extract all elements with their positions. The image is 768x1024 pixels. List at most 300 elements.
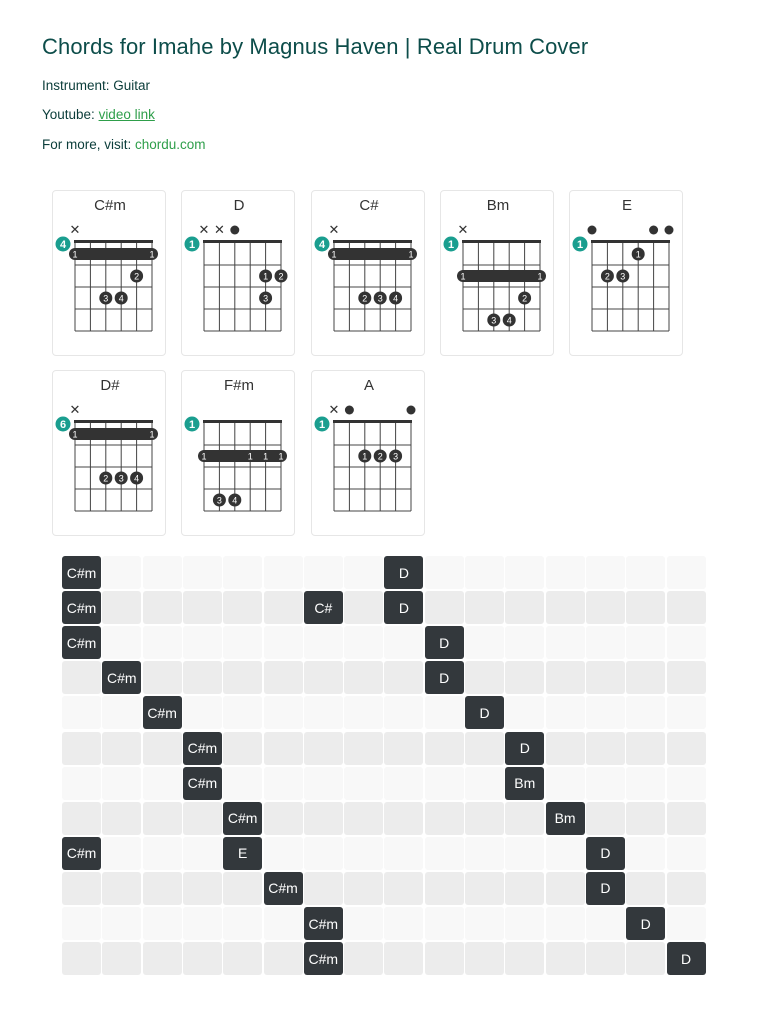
muted-string-icon: ✕ bbox=[328, 403, 340, 418]
empty-cell bbox=[183, 837, 222, 870]
empty-cell bbox=[626, 556, 665, 589]
empty-cell bbox=[384, 802, 423, 835]
svg-text:1: 1 bbox=[201, 451, 207, 462]
empty-cell bbox=[102, 837, 141, 870]
empty-cell bbox=[344, 942, 383, 975]
empty-cell bbox=[505, 907, 544, 940]
empty-cell bbox=[344, 837, 383, 870]
site-link[interactable]: chordu.com bbox=[135, 137, 206, 152]
fret-number-badge bbox=[573, 237, 588, 252]
svg-text:1: 1 bbox=[576, 239, 584, 251]
empty-cell bbox=[102, 767, 141, 800]
empty-cell bbox=[304, 556, 343, 589]
empty-cell bbox=[344, 732, 383, 765]
empty-cell bbox=[304, 626, 343, 659]
chord-name: C#m bbox=[94, 197, 126, 214]
empty-cell bbox=[264, 591, 303, 624]
empty-cell bbox=[223, 626, 262, 659]
svg-text:1: 1 bbox=[263, 451, 269, 462]
empty-cell bbox=[143, 767, 182, 800]
empty-cell bbox=[667, 556, 706, 589]
fret-number-badge bbox=[185, 417, 200, 432]
empty-cell bbox=[102, 591, 141, 624]
finger-dot bbox=[99, 472, 112, 485]
empty-cell bbox=[223, 872, 262, 905]
empty-cell bbox=[223, 767, 262, 800]
empty-cell bbox=[304, 732, 343, 765]
chord-cell[interactable]: D bbox=[586, 837, 625, 870]
page-title: Chords for Imahe by Magnus Haven | Real Drum Cover bbox=[42, 34, 589, 59]
chord-name: D bbox=[233, 197, 245, 214]
empty-cell bbox=[465, 661, 504, 694]
empty-cell bbox=[183, 591, 222, 624]
chord-cell[interactable]: D bbox=[505, 732, 544, 765]
empty-cell bbox=[425, 802, 464, 835]
empty-cell bbox=[102, 556, 141, 589]
empty-cell bbox=[264, 942, 303, 975]
svg-text:1: 1 bbox=[72, 249, 78, 260]
empty-cell bbox=[143, 626, 182, 659]
svg-text:4: 4 bbox=[118, 293, 124, 304]
empty-cell bbox=[62, 767, 101, 800]
empty-cell bbox=[344, 907, 383, 940]
empty-cell bbox=[667, 591, 706, 624]
empty-cell bbox=[546, 661, 585, 694]
muted-string-icon: ✕ bbox=[328, 223, 340, 238]
empty-cell bbox=[344, 556, 383, 589]
muted-string-icon: ✕ bbox=[457, 223, 469, 238]
empty-cell bbox=[586, 767, 625, 800]
empty-cell bbox=[143, 732, 182, 765]
empty-cell bbox=[384, 872, 423, 905]
svg-text:3: 3 bbox=[263, 293, 269, 304]
svg-text:3: 3 bbox=[118, 473, 124, 484]
empty-cell bbox=[465, 907, 504, 940]
svg-text:1: 1 bbox=[278, 451, 284, 462]
finger-dot bbox=[389, 292, 402, 305]
empty-cell bbox=[102, 872, 141, 905]
empty-cell bbox=[425, 942, 464, 975]
empty-cell bbox=[143, 661, 182, 694]
empty-cell bbox=[586, 907, 625, 940]
chord-cell[interactable]: C#m bbox=[304, 942, 343, 975]
svg-text:1: 1 bbox=[188, 239, 196, 251]
empty-cell bbox=[102, 732, 141, 765]
chord-card-6[interactable] bbox=[181, 370, 295, 536]
empty-cell bbox=[626, 732, 665, 765]
svg-text:2: 2 bbox=[134, 271, 140, 282]
empty-cell bbox=[102, 626, 141, 659]
chord-cell[interactable]: C#m bbox=[304, 907, 343, 940]
finger-dot bbox=[259, 292, 272, 305]
empty-cell bbox=[626, 837, 665, 870]
barre bbox=[457, 270, 546, 282]
empty-cell bbox=[102, 802, 141, 835]
svg-text:2: 2 bbox=[522, 293, 528, 304]
empty-cell bbox=[586, 696, 625, 729]
chord-card-0[interactable] bbox=[52, 190, 166, 356]
chord-name: D# bbox=[100, 377, 120, 394]
chord-cell[interactable]: D bbox=[626, 907, 665, 940]
more-line bbox=[42, 137, 206, 152]
empty-cell bbox=[223, 661, 262, 694]
chord-cell[interactable]: C#m bbox=[143, 696, 182, 729]
nut bbox=[74, 240, 153, 243]
svg-text:3: 3 bbox=[620, 271, 626, 282]
finger-dot bbox=[115, 472, 128, 485]
youtube-label: Youtube: bbox=[42, 107, 99, 122]
svg-text:2: 2 bbox=[362, 293, 368, 304]
muted-string-icon: ✕ bbox=[69, 403, 81, 418]
empty-cell bbox=[667, 802, 706, 835]
chord-cell[interactable]: D bbox=[465, 696, 504, 729]
empty-cell bbox=[223, 591, 262, 624]
empty-cell bbox=[505, 837, 544, 870]
chord-cell[interactable]: C#m bbox=[264, 872, 303, 905]
empty-cell bbox=[465, 626, 504, 659]
empty-cell bbox=[384, 626, 423, 659]
chord-cell[interactable]: D bbox=[384, 591, 423, 624]
chord-card-3[interactable] bbox=[440, 190, 554, 356]
svg-text:1: 1 bbox=[635, 249, 641, 260]
barre bbox=[69, 428, 158, 440]
empty-cell bbox=[626, 696, 665, 729]
more-label: For more, visit: bbox=[42, 137, 136, 152]
empty-cell bbox=[344, 591, 383, 624]
fret-number-badge bbox=[56, 237, 71, 252]
svg-text:6: 6 bbox=[59, 419, 67, 431]
fret-number-badge bbox=[444, 237, 459, 252]
svg-text:3: 3 bbox=[377, 293, 383, 304]
svg-text:2: 2 bbox=[278, 271, 284, 282]
svg-text:1: 1 bbox=[72, 429, 78, 440]
finger-dot bbox=[518, 292, 531, 305]
empty-cell bbox=[62, 696, 101, 729]
empty-cell bbox=[465, 802, 504, 835]
empty-cell bbox=[505, 626, 544, 659]
empty-cell bbox=[546, 556, 585, 589]
empty-cell bbox=[264, 837, 303, 870]
empty-cell bbox=[425, 767, 464, 800]
empty-cell bbox=[304, 767, 343, 800]
finger-dot bbox=[358, 292, 371, 305]
svg-text:1: 1 bbox=[447, 239, 455, 251]
empty-cell bbox=[546, 696, 585, 729]
svg-text:1: 1 bbox=[247, 451, 253, 462]
finger-dot bbox=[374, 450, 387, 463]
barre bbox=[198, 450, 287, 462]
empty-cell bbox=[143, 837, 182, 870]
empty-cell bbox=[667, 732, 706, 765]
chord-name: F#m bbox=[224, 377, 254, 394]
empty-cell bbox=[183, 556, 222, 589]
empty-cell bbox=[626, 767, 665, 800]
empty-cell bbox=[667, 696, 706, 729]
empty-cell bbox=[62, 872, 101, 905]
chord-cell[interactable]: C#m bbox=[62, 556, 101, 589]
svg-text:1: 1 bbox=[408, 249, 414, 260]
empty-cell bbox=[384, 837, 423, 870]
nut bbox=[203, 240, 282, 243]
nut bbox=[462, 240, 541, 243]
empty-cell bbox=[264, 767, 303, 800]
chord-cell[interactable]: Bm bbox=[546, 802, 585, 835]
empty-cell bbox=[143, 802, 182, 835]
empty-cell bbox=[183, 802, 222, 835]
empty-cell bbox=[223, 732, 262, 765]
nut bbox=[333, 240, 412, 243]
chord-card-1[interactable] bbox=[181, 190, 295, 356]
empty-cell bbox=[626, 626, 665, 659]
empty-cell bbox=[465, 872, 504, 905]
svg-text:3: 3 bbox=[491, 315, 497, 326]
empty-cell bbox=[264, 732, 303, 765]
finger-dot bbox=[213, 494, 226, 507]
empty-cell bbox=[667, 626, 706, 659]
svg-text:1: 1 bbox=[460, 271, 466, 282]
empty-cell bbox=[264, 626, 303, 659]
empty-cell bbox=[667, 872, 706, 905]
empty-cell bbox=[304, 661, 343, 694]
chord-cell[interactable]: C#m bbox=[223, 802, 262, 835]
empty-cell bbox=[586, 556, 625, 589]
empty-cell bbox=[223, 942, 262, 975]
empty-cell bbox=[546, 591, 585, 624]
nut bbox=[591, 240, 670, 243]
finger-dot bbox=[358, 450, 371, 463]
empty-cell bbox=[425, 696, 464, 729]
chord-cell[interactable]: C#m bbox=[102, 661, 141, 694]
fret-number-badge bbox=[315, 417, 330, 432]
empty-cell bbox=[626, 661, 665, 694]
empty-cell bbox=[62, 942, 101, 975]
empty-cell bbox=[667, 767, 706, 800]
empty-cell bbox=[626, 942, 665, 975]
fret-number-badge bbox=[185, 237, 200, 252]
empty-cell bbox=[344, 661, 383, 694]
muted-string-icon: ✕ bbox=[213, 223, 225, 238]
finger-dot bbox=[259, 270, 272, 283]
barre bbox=[69, 248, 158, 260]
svg-text:1: 1 bbox=[149, 249, 155, 260]
chord-cell[interactable]: C#m bbox=[62, 837, 101, 870]
empty-cell bbox=[626, 591, 665, 624]
finger-dot bbox=[99, 292, 112, 305]
svg-text:2: 2 bbox=[103, 473, 109, 484]
empty-cell bbox=[264, 907, 303, 940]
chord-name: Bm bbox=[486, 197, 510, 214]
empty-cell bbox=[304, 802, 343, 835]
youtube-line bbox=[42, 107, 155, 122]
empty-cell bbox=[465, 767, 504, 800]
chord-card-2[interactable] bbox=[311, 190, 425, 356]
empty-cell bbox=[223, 696, 262, 729]
empty-cell bbox=[505, 661, 544, 694]
empty-cell bbox=[143, 872, 182, 905]
svg-text:1: 1 bbox=[331, 249, 337, 260]
chord-card-4[interactable] bbox=[569, 190, 683, 356]
empty-cell bbox=[344, 626, 383, 659]
empty-cell bbox=[586, 802, 625, 835]
chord-cell[interactable]: D bbox=[586, 872, 625, 905]
instrument-value: Guitar bbox=[113, 78, 151, 93]
svg-text:1: 1 bbox=[318, 419, 326, 431]
muted-string-icon: ✕ bbox=[69, 223, 81, 238]
empty-cell bbox=[667, 907, 706, 940]
empty-cell bbox=[425, 872, 464, 905]
empty-cell bbox=[505, 556, 544, 589]
empty-cell bbox=[344, 696, 383, 729]
empty-cell bbox=[223, 907, 262, 940]
empty-cell bbox=[586, 661, 625, 694]
finger-dot bbox=[275, 270, 288, 283]
svg-text:1: 1 bbox=[537, 271, 543, 282]
open-string-icon bbox=[665, 226, 674, 235]
empty-cell bbox=[546, 942, 585, 975]
empty-cell bbox=[425, 556, 464, 589]
empty-cell bbox=[62, 661, 101, 694]
open-string-icon bbox=[407, 406, 416, 415]
svg-text:1: 1 bbox=[188, 419, 196, 431]
open-string-icon bbox=[230, 226, 239, 235]
empty-cell bbox=[143, 942, 182, 975]
empty-cell bbox=[626, 872, 665, 905]
svg-text:4: 4 bbox=[232, 495, 238, 506]
empty-cell bbox=[546, 872, 585, 905]
empty-cell bbox=[465, 556, 504, 589]
svg-text:1: 1 bbox=[362, 451, 368, 462]
nut bbox=[74, 420, 153, 423]
empty-cell bbox=[505, 802, 544, 835]
chord-name: A bbox=[363, 377, 375, 394]
empty-cell bbox=[344, 872, 383, 905]
empty-cell bbox=[344, 767, 383, 800]
chord-card-5[interactable] bbox=[52, 370, 166, 536]
muted-string-icon: ✕ bbox=[198, 223, 210, 238]
empty-cell bbox=[62, 802, 101, 835]
svg-text:2: 2 bbox=[377, 451, 383, 462]
svg-text:3: 3 bbox=[393, 451, 399, 462]
empty-cell bbox=[546, 767, 585, 800]
svg-text:3: 3 bbox=[103, 293, 109, 304]
empty-cell bbox=[667, 661, 706, 694]
empty-cell bbox=[425, 907, 464, 940]
empty-cell bbox=[102, 942, 141, 975]
chord-cell[interactable]: C#m bbox=[62, 591, 101, 624]
empty-cell bbox=[546, 626, 585, 659]
empty-cell bbox=[143, 907, 182, 940]
chord-cell[interactable]: C#m bbox=[183, 767, 222, 800]
nut bbox=[333, 420, 412, 423]
empty-cell bbox=[102, 907, 141, 940]
svg-text:1: 1 bbox=[263, 271, 269, 282]
open-string-icon bbox=[649, 226, 658, 235]
barre bbox=[328, 248, 417, 260]
empty-cell bbox=[183, 696, 222, 729]
finger-dot bbox=[616, 270, 629, 283]
empty-cell bbox=[304, 837, 343, 870]
fret-number-badge bbox=[315, 237, 330, 252]
empty-cell bbox=[667, 837, 706, 870]
svg-text:4: 4 bbox=[318, 239, 326, 251]
svg-text:4: 4 bbox=[393, 293, 399, 304]
chord-card-7[interactable] bbox=[311, 370, 425, 536]
empty-cell bbox=[465, 591, 504, 624]
finger-dot bbox=[601, 270, 614, 283]
empty-cell bbox=[264, 661, 303, 694]
empty-cell bbox=[626, 802, 665, 835]
empty-cell bbox=[384, 661, 423, 694]
svg-text:2: 2 bbox=[604, 271, 610, 282]
empty-cell bbox=[384, 942, 423, 975]
empty-cell bbox=[183, 872, 222, 905]
empty-cell bbox=[264, 802, 303, 835]
chord-cell[interactable]: E bbox=[223, 837, 262, 870]
empty-cell bbox=[62, 732, 101, 765]
chord-cell[interactable]: D bbox=[667, 942, 706, 975]
empty-cell bbox=[264, 556, 303, 589]
empty-cell bbox=[505, 942, 544, 975]
fret-number-badge bbox=[56, 417, 71, 432]
empty-cell bbox=[586, 591, 625, 624]
empty-cell bbox=[183, 907, 222, 940]
empty-cell bbox=[425, 732, 464, 765]
finger-dot bbox=[503, 314, 516, 327]
empty-cell bbox=[223, 556, 262, 589]
empty-cell bbox=[425, 837, 464, 870]
empty-cell bbox=[183, 626, 222, 659]
empty-cell bbox=[102, 696, 141, 729]
empty-cell bbox=[143, 591, 182, 624]
empty-cell bbox=[384, 732, 423, 765]
empty-cell bbox=[384, 767, 423, 800]
finger-dot bbox=[130, 270, 143, 283]
empty-cell bbox=[62, 907, 101, 940]
open-string-icon bbox=[345, 406, 354, 415]
chord-cell[interactable]: D bbox=[384, 556, 423, 589]
empty-cell bbox=[264, 696, 303, 729]
chord-cell[interactable]: C#m bbox=[62, 626, 101, 659]
nut bbox=[203, 420, 282, 423]
empty-cell bbox=[425, 591, 464, 624]
instrument-label: Instrument: bbox=[42, 78, 114, 93]
chord-cell[interactable]: C#m bbox=[183, 732, 222, 765]
finger-dot bbox=[115, 292, 128, 305]
empty-cell bbox=[143, 556, 182, 589]
svg-text:4: 4 bbox=[59, 239, 67, 251]
svg-text:1: 1 bbox=[149, 429, 155, 440]
finger-dot bbox=[632, 248, 645, 261]
chord-cell[interactable]: D bbox=[425, 626, 464, 659]
chord-name: E bbox=[621, 197, 633, 214]
empty-cell bbox=[183, 942, 222, 975]
chord-cell[interactable]: C# bbox=[304, 591, 343, 624]
chord-cell[interactable]: D bbox=[425, 661, 464, 694]
empty-cell bbox=[586, 942, 625, 975]
chord-cell[interactable]: Bm bbox=[505, 767, 544, 800]
empty-cell bbox=[546, 732, 585, 765]
empty-cell bbox=[183, 661, 222, 694]
svg-text:4: 4 bbox=[134, 473, 140, 484]
empty-cell bbox=[384, 907, 423, 940]
empty-cell bbox=[505, 872, 544, 905]
finger-dot bbox=[487, 314, 500, 327]
empty-cell bbox=[304, 696, 343, 729]
empty-cell bbox=[465, 732, 504, 765]
empty-cell bbox=[586, 626, 625, 659]
empty-cell bbox=[384, 696, 423, 729]
video-link[interactable]: video link bbox=[98, 107, 155, 122]
